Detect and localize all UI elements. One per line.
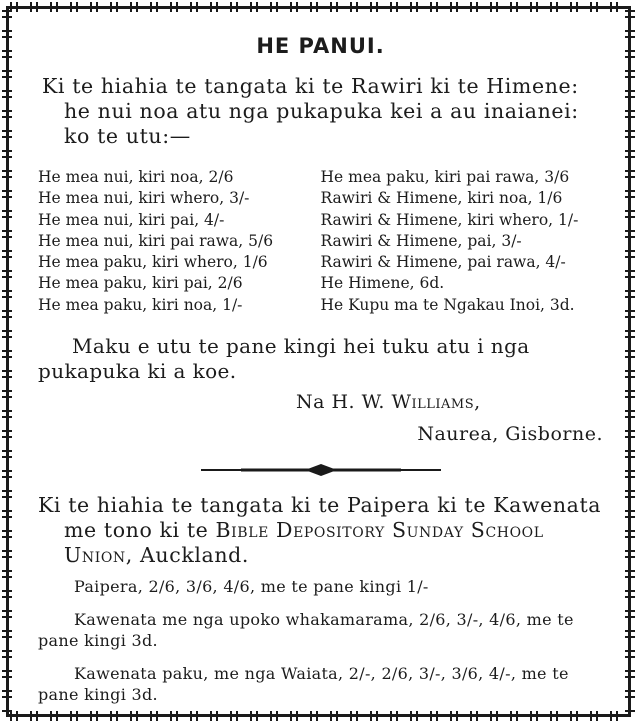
price-item: Rawiri & Himene, kiri whero, 1/- (320, 210, 579, 229)
border-ornament-bottom (10, 711, 627, 721)
border-ornament-top (10, 2, 627, 12)
section-divider (38, 461, 603, 479)
signature-line (296, 390, 603, 414)
intro-paragraph: Ki te hiahia te tangata ki te Rawiri ki te Himene: he nui noa atu nga pukapuka kei a au inaianei: ko te utu:— (42, 74, 579, 148)
price-item: He Himene, 6d. (320, 274, 445, 293)
border-ornament-right (625, 10, 635, 713)
second-notice-org: Bible Depository Sunday School Union (64, 518, 544, 568)
second-notice-start: Ki te hiahia te tangata ki te Paipera ki te Kawenata me tono ki te (38, 493, 602, 543)
price-item: Rawiri & Himene, pai rawa, 4/- (320, 253, 566, 272)
price-item: Rawiri & Himene, kiri noa, 1/6 (320, 189, 563, 208)
signature-name: Williams, (391, 391, 481, 414)
signature-prefix: Na H. W. (296, 391, 392, 414)
border-ornament-left (2, 10, 12, 713)
second-notice-paragraph (38, 493, 603, 568)
item-small-testament: Kawenata paku, me nga Waiata, 2/-, 2/6, 3/-, 3/6, 4/-, me te pane kingi 3d. (38, 664, 569, 705)
price-item: He mea nui, kiri noa, 2/6 (38, 168, 234, 186)
signature-place: Naurea, Gisborne. (417, 423, 603, 446)
price-item: He mea nui, kiri whero, 3/- (38, 189, 250, 208)
price-item: He Kupu ma te Ngakau Inoi, 3d. (320, 295, 575, 314)
page-title: HE PANUI. (256, 34, 385, 58)
price-item: He mea nui, kiri pai rawa, 5/6 (38, 231, 274, 250)
notice-content (38, 34, 603, 705)
price-item: He mea paku, kiri pai, 2/6 (38, 274, 243, 293)
price-item: He mea paku, kiri whero, 1/6 (38, 253, 268, 272)
closing-paragraph: Maku e utu te pane kingi hei tuku atu i nga pukapuka ki a koe. (38, 334, 530, 384)
price-item: He mea nui, kiri pai, 4/- (38, 210, 225, 229)
price-column-left (38, 167, 321, 316)
item-testament: Kawenata me nga upoko whakamarama, 2/6, 3/-, 4/6, me te pane kingi 3d. (38, 610, 574, 651)
price-item: He mea paku, kiri pai rawa, 3/6 (320, 168, 570, 186)
item-bible: Paipera, 2/6, 3/6, 4/6, me te pane kingi 1/- (74, 577, 429, 597)
second-notice-end: , Auckland. (125, 543, 249, 568)
price-column-right (321, 167, 604, 316)
price-list (38, 167, 603, 316)
price-item: He mea paku, kiri noa, 1/- (38, 295, 243, 314)
price-item: Rawiri & Himene, pai, 3/- (320, 231, 522, 250)
divider-ornament-icon (201, 461, 441, 479)
